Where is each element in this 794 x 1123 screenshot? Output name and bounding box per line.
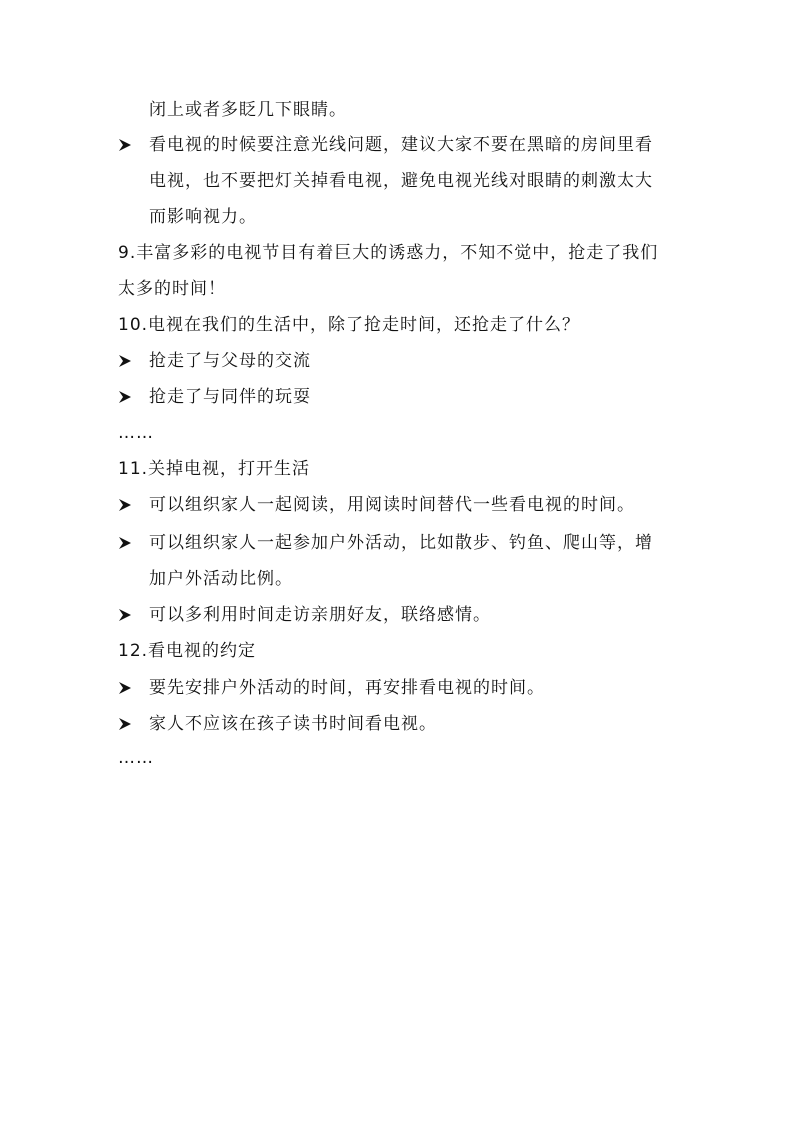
text-line: 加户外活动比例。: [149, 569, 293, 589]
arrow-bullet-icon: [118, 712, 138, 736]
arrow-bullet-icon: [118, 349, 138, 373]
text-line: 抢走了与同伴的玩耍: [149, 387, 311, 407]
numbered-item-11: 11.关掉电视，打开生活: [118, 459, 311, 479]
numbered-item-12: 12.看电视的约定: [118, 641, 257, 661]
ellipsis: ……: [118, 423, 154, 443]
text-line: 抢走了与父母的交流: [149, 351, 311, 371]
arrow-bullet-icon: [118, 133, 138, 157]
text-line: 闭上或者多眨几下眼睛。: [149, 100, 347, 120]
ellipsis: ……: [118, 748, 154, 768]
text-line: 太多的时间！: [118, 279, 226, 299]
arrow-bullet-icon: [118, 603, 138, 627]
text-line: 可以多利用时间走访亲朋好友，联络感情。: [149, 605, 491, 625]
numbered-item-10: 10.电视在我们的生活中，除了抢走时间，还抢走了什么？: [118, 315, 581, 335]
arrow-bullet-icon: [118, 676, 138, 700]
text-line: 可以组织家人一起阅读，用阅读时间替代一些看电视的时间。: [149, 495, 635, 515]
text-line: 家人不应该在孩子读书时间看电视。: [149, 714, 437, 734]
arrow-bullet-icon: [118, 385, 138, 409]
text-line: 要先安排户外活动的时间，再安排看电视的时间。: [149, 678, 545, 698]
text-line: 而影响视力。: [149, 207, 257, 227]
text-line: 可以组织家人一起参加户外活动，比如散步、钓鱼、爬山等，增: [149, 533, 653, 553]
text-line: 电视，也不要把灯关掉看电视，避免电视光线对眼睛的刺激太大: [149, 171, 653, 191]
arrow-bullet-icon: [118, 531, 138, 555]
text-line: 看电视的时候要注意光线问题，建议大家不要在黑暗的房间里看: [149, 135, 653, 155]
numbered-item-9: 9.丰富多彩的电视节目有着巨大的诱惑力，不知不觉中，抢走了我们: [118, 243, 659, 263]
arrow-bullet-icon: [118, 493, 138, 517]
